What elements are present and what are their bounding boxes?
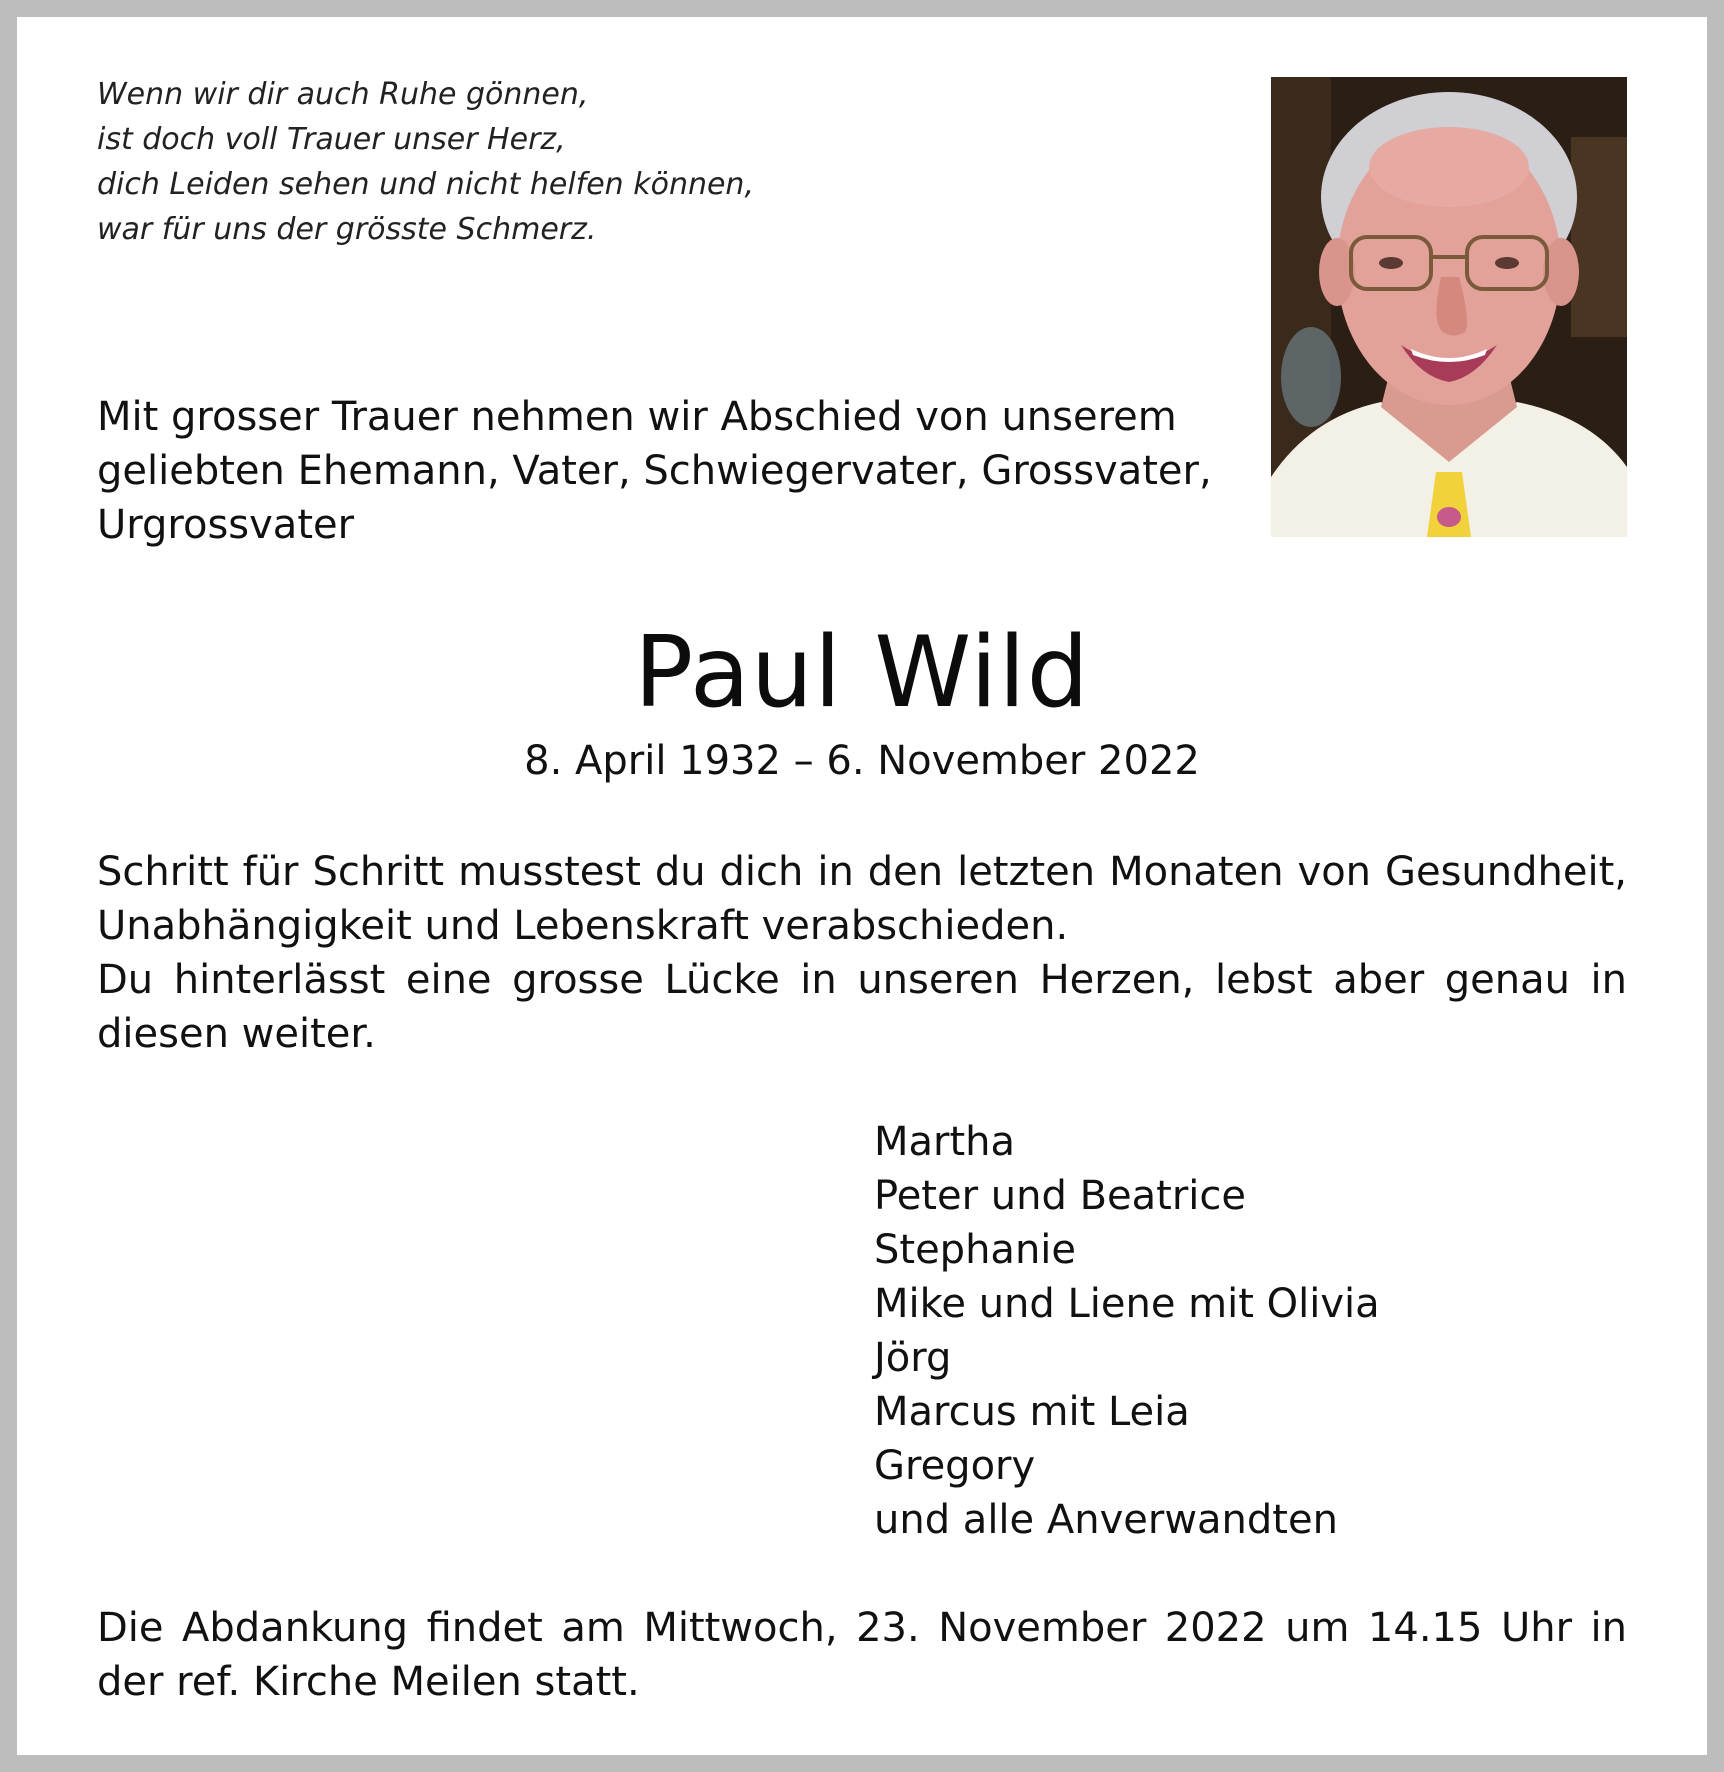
- signer: Mike und Liene mit Olivia: [874, 1281, 1380, 1327]
- signers-list: [874, 1115, 1634, 1547]
- signer: Jörg: [874, 1335, 952, 1381]
- signer: und alle Anverwandten: [874, 1497, 1338, 1543]
- poem-line: ist doch voll Trauer unser Herz,: [97, 122, 566, 157]
- poem: [97, 72, 997, 252]
- signer: Gregory: [874, 1443, 1036, 1489]
- poem-line: Wenn wir dir auch Ruhe gönnen,: [97, 77, 589, 112]
- signer: Stephanie: [874, 1227, 1077, 1273]
- intro-line: geliebten Ehemann, Vater, Schwiegervater, Grossvater,: [97, 448, 1212, 494]
- portrait-photo: [1271, 77, 1627, 537]
- message-text: [97, 845, 1627, 1061]
- signer: Peter und Beatrice: [874, 1173, 1246, 1219]
- signer: Martha: [874, 1119, 1016, 1165]
- life-dates: 8. April 1932 – 6. November 2022: [524, 738, 1200, 784]
- intro-line: Mit grosser Trauer nehmen wir Abschied von unserem: [97, 394, 1177, 440]
- intro-line: Urgrossvater: [97, 502, 355, 548]
- message-paragraph: Schritt für Schritt musstest du dich in den letzten Monaten von Gesundheit, Unabhängigkeit und Lebenskraft verabschieden.: [97, 849, 1627, 949]
- signer: Marcus mit Leia: [874, 1389, 1190, 1435]
- service-text: Die Abdankung findet am Mittwoch, 23. November 2022 um 14.15 Uhr in der ref. Kirche Meilen statt.: [97, 1605, 1627, 1705]
- intro-text: [97, 390, 1212, 552]
- poem-line: dich Leiden sehen und nicht helfen können,: [97, 167, 754, 202]
- message-paragraph: Du hinterlässt eine grosse Lücke in unseren Herzen, lebst aber genau in diesen weiter.: [97, 957, 1627, 1057]
- poem-line: war für uns der grösste Schmerz.: [97, 212, 597, 247]
- deceased-name: Paul Wild: [634, 616, 1090, 730]
- service-info: [97, 1601, 1627, 1709]
